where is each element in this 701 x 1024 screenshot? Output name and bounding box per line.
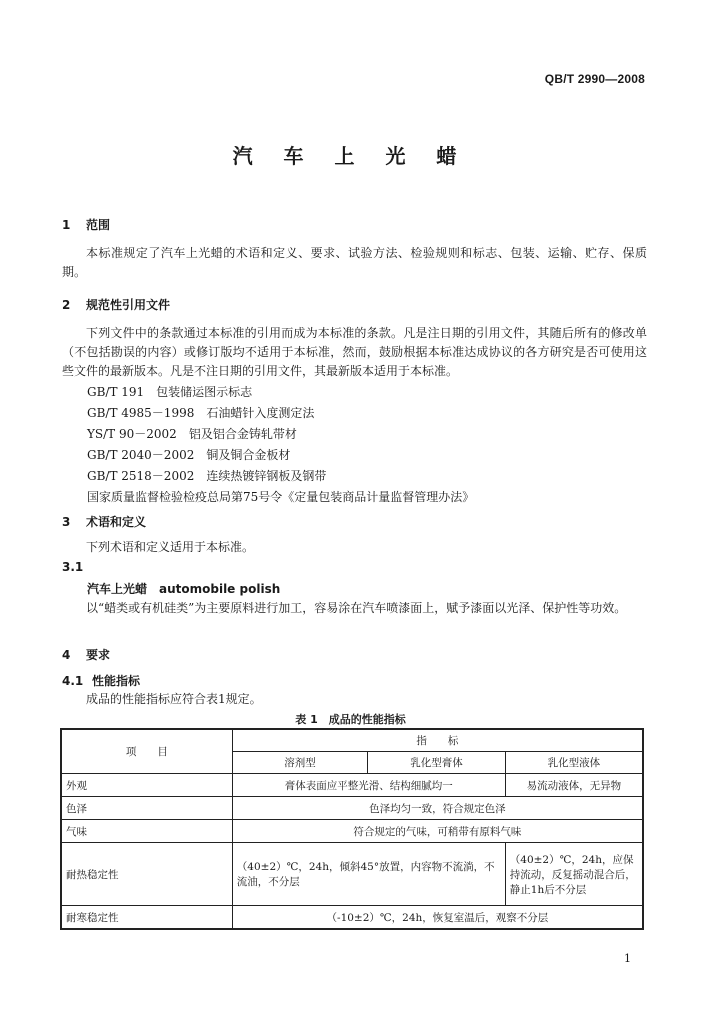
table-header-row	[61, 729, 643, 752]
reference-item: GB/T 2040－2002 铜及铜合金板材	[87, 448, 291, 462]
reference-item: GB/T 4985－1998 石油蜡针入度测定法	[87, 406, 315, 420]
standard-code: QB/T 2990—2008	[544, 72, 645, 86]
row-label: 气味	[61, 820, 232, 843]
section-title: 规范性引用文件	[86, 298, 171, 312]
term-definition: 以“蜡类或有机硅类”为主要原料进行加工，容易涂在汽车喷漆面上，赋予漆面以光泽、保护性等功效。	[86, 601, 627, 615]
row-label: 外观	[61, 774, 232, 797]
reference-item: GB/T 2518－2002 连续热镀锌钢板及钢带	[87, 469, 327, 483]
term-heading: 汽车上光蜡 automobile polish	[87, 582, 281, 596]
section-1-text: 本标准规定了汽车上光蜡的术语和定义、要求、试验方法、检验规则和标志、包装、运输、贮存、保质期。	[62, 246, 647, 279]
section-number: 4	[62, 648, 71, 662]
header-index: 指 标	[232, 729, 643, 752]
reference-item: YS/T 90－2002 铝及铝合金铸轧带材	[87, 427, 297, 441]
section-2-text: 下列文件中的条款通过本标准的引用而成为本标准的条款。凡是注日期的引用文件，其随后所有的修改单（不包括勘误的内容）或修订版均不适用于本标准，然而，鼓励根据本标准达成协议的各方研究是否可使用这些文件的最新版本。凡是不注日期的引用文件，其最新版本适用于本标准。	[62, 326, 647, 378]
performance-table	[60, 728, 644, 930]
table-row	[61, 843, 643, 906]
header-type: 乳化型膏体	[368, 752, 505, 774]
row-label: 耐寒稳定性	[61, 906, 232, 930]
row-label: 色泽	[61, 797, 232, 820]
subsection-number: 3.1	[62, 560, 84, 574]
header-type: 乳化型液体	[505, 752, 643, 774]
section-3-heading	[62, 513, 146, 530]
section-3-text: 下列术语和定义适用于本标准。	[86, 540, 255, 554]
section-4-heading	[62, 646, 110, 663]
reference-item: GB/T 191 包装储运图示标志	[87, 385, 253, 399]
row-value: （40±2）℃，24h，应保持流动，反复摇动混合后，静止1h后不分层	[505, 843, 643, 906]
table-row	[61, 774, 643, 797]
section-title: 要求	[86, 648, 111, 662]
subsection-number: 4.1	[62, 674, 84, 688]
section-4-text: 成品的性能指标应符合表1规定。	[86, 692, 262, 706]
row-value: 符合规定的气味，可稍带有原料气味	[232, 820, 643, 843]
section-title: 范围	[86, 218, 111, 232]
table-caption: 表 1 成品的性能指标	[295, 713, 406, 726]
section-number: 2	[62, 298, 71, 312]
row-value: （40±2）℃，24h，倾斜45°放置，内容物不流淌，不流油，不分层	[232, 843, 505, 906]
section-2-heading	[62, 296, 170, 313]
subsection-title: 性能指标	[92, 674, 141, 688]
reference-item: 国家质量监督检验检疫总局第75号令《定量包装商品计量监督管理办法》	[87, 490, 475, 504]
section-number: 3	[62, 515, 71, 529]
document-title: 汽 车 上 光 蜡	[232, 144, 469, 168]
header-type: 溶剂型	[232, 752, 367, 774]
row-label: 耐热稳定性	[61, 843, 232, 906]
subsection-4-1-heading	[62, 672, 140, 689]
section-1-heading	[62, 216, 110, 233]
section-number: 1	[62, 218, 71, 232]
row-value: 易流动液体，无异物	[505, 774, 643, 797]
row-value: 色泽均匀一致，符合规定色泽	[232, 797, 643, 820]
table-row	[61, 797, 643, 820]
row-value: 膏体表面应平整光滑、结构细腻均一	[232, 774, 505, 797]
table-row	[61, 906, 643, 930]
page-number: 1	[624, 952, 631, 965]
section-title: 术语和定义	[86, 515, 147, 529]
row-value: （-10±2）℃，24h，恢复室温后，观察不分层	[232, 906, 643, 930]
header-item: 项 目	[61, 729, 232, 774]
table-row	[61, 820, 643, 843]
